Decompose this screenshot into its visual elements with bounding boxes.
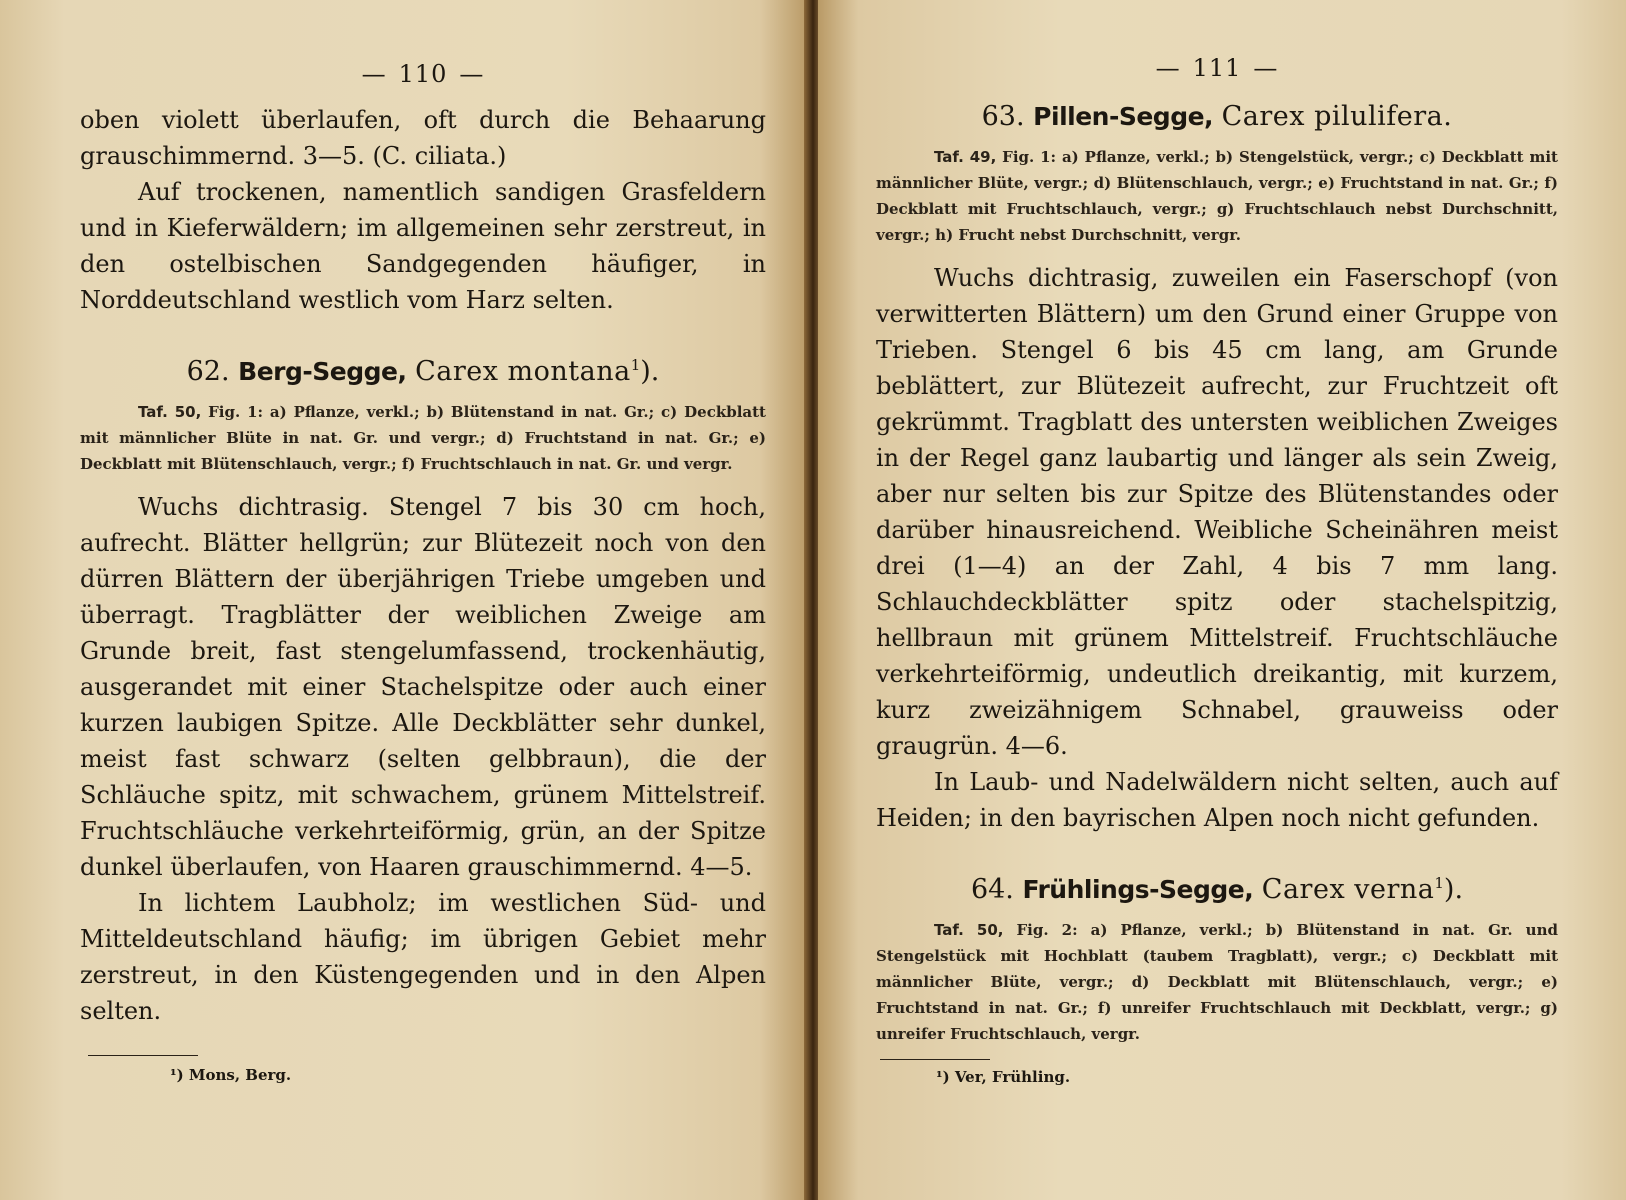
- plate-reference: [80, 399, 766, 477]
- footnote-rule: [88, 1055, 198, 1056]
- plate-number: Taf. 49,: [934, 148, 997, 166]
- entry-heading-62: [80, 346, 766, 391]
- dash: —: [1155, 54, 1181, 82]
- german-name: Pillen-Segge,: [1033, 102, 1214, 131]
- description-paragraph: Wuchs dichtrasig. Stengel 7 bis 30 cm hoch, aufrecht. Blätter hellgrün; zur Blütezeit noch von den dürren Blättern der überjährigen Triebe umgeben und überragt. Tragblätter der weiblichen Zweige am Grunde breit, fast stengelumfassend, trockenhäutig, ausgerandet mit einer Stachelspitze oder auch einer kurzen laubigen Spitze. Alle Deckblätter sehr dunkel, meist fast schwarz (selten gelbbraun), die der Schläuche spitz, mit schwachem, grünem Mittelstreif. Fruchtschläuche verkehrteiförmig, grün, an der Spitze dunkel überlaufen, von Haaren grauschimmernd. 4—5.: [80, 493, 766, 881]
- footnote-mark: 1: [630, 356, 641, 374]
- left-page: [0, 0, 808, 1200]
- entry-number: 63.: [981, 101, 1025, 132]
- dash: —: [1253, 54, 1279, 82]
- latin-name: Carex verna: [1261, 874, 1435, 905]
- closing-paren: ).: [1443, 874, 1464, 905]
- description-paragraph: Wuchs dichtrasig, zuweilen ein Faserschopf (von verwitterten Blättern) um den Grund einer Gruppe von Trieben. Stengel 6 bis 45 cm lang, am Grunde beblättert, zur Blütezeit aufrecht, zur Fruchtzeit oft gekrümmt. Tragblatt des untersten weiblichen Zweiges in der Regel ganz laubartig und länger als sein Zweig, aber nur selten bis zur Spitze des Blütenstandes oder darüber hinausreichend. Weibliche Scheinähren meist drei (1—4) an der Zahl, 4 bis 7 mm lang. Schlauchdeckblätter spitz oder stachelspitzig, hellbraun mit grünem Mittelstreif. Fruchtschläuche verkehrteiförmig, undeutlich dreikantig, mit kurzem, kurz zweizähnigem Schnabel, grauweiss oder graugrün. 4—6.: [876, 264, 1558, 760]
- page-number-text: 111: [1192, 54, 1242, 82]
- continued-paragraph: oben violett überlaufen, oft durch die Behaarung grauschimmernd. 3—5. (C. ciliata.): [80, 106, 766, 170]
- page-number-left: [80, 60, 766, 90]
- habitat-paragraph-62: In lichtem Laubholz; im westlichen Süd- und Mitteldeutschland häufig; im übrigen Gebiet mehr zerstreut, in den Küstengegenden und in den Alpen selten.: [80, 889, 766, 1025]
- dash: —: [459, 60, 485, 88]
- plate-text: Fig. 1: a) Pflanze, verkl.; b) Blütenstand in nat. Gr.; c) Deckblatt mit männlicher Blüte in nat. Gr. und vergr.; d) Fruchtstand in nat. Gr.; e) Deckblatt mit Blütenschlauch, vergr.; f) Fruchtschlauch in nat. Gr. und vergr.: [80, 403, 766, 473]
- footnote: ¹) Ver, Frühling.: [936, 1068, 1071, 1086]
- page-number-text: 110: [398, 60, 448, 88]
- plate-text: Fig. 2: a) Pflanze, verkl.; b) Blütenstand in nat. Gr. und Stengelstück mit Hochblatt (taubem Tragblatt), vergr.; c) Deckblatt mit männlicher Blüte, vergr.; d) Deckblatt mit Blütenschlauch, vergr.; e) Fruchtstand in nat. Gr.; f) unreifer Fruchtschlauch mit Deckblatt, vergr.; g) unreifer Fruchtschlauch, vergr.: [876, 921, 1558, 1043]
- entry-number: 62.: [186, 356, 230, 387]
- plate-number: Taf. 50,: [934, 921, 1004, 939]
- dash: —: [361, 60, 387, 88]
- entry-heading-64: [876, 864, 1558, 909]
- right-page: [818, 0, 1626, 1200]
- footnote-mark: 1: [1434, 874, 1444, 892]
- plate-text: Fig. 1: a) Pflanze, verkl.; b) Stengelstück, vergr.; c) Deckblatt mit männlicher Blüte, vergr.; d) Blütenschlauch, vergr.; e) Fruchtstand in nat. Gr.; f) Deckblatt mit Fruchtschlauch, vergr.; g) Fruchtschlauch nebst Durchschnitt, vergr.; h) Frucht nebst Durchschnitt, vergr.: [876, 148, 1558, 244]
- footnote-rule: [880, 1059, 990, 1060]
- footnote: ¹) Mons, Berg.: [170, 1066, 292, 1084]
- entry-heading-63: [876, 98, 1558, 136]
- german-name: Berg-Segge,: [238, 357, 407, 386]
- german-name: Frühlings-Segge,: [1022, 875, 1254, 904]
- latin-name: Carex montana: [415, 356, 631, 387]
- plate-number: Taf. 50,: [138, 403, 202, 421]
- entry-number: 64.: [970, 874, 1014, 905]
- plate-reference: [876, 917, 1558, 1047]
- closing-paren: ).: [640, 356, 660, 387]
- page-number-right: [876, 54, 1558, 84]
- habitat-paragraph-63: In Laub- und Nadelwäldern nicht selten, auch auf Heiden; in den bayrischen Alpen noch nicht gefunden.: [876, 768, 1558, 832]
- habitat-paragraph: Auf trockenen, namentlich sandigen Grasfeldern und in Kieferwäldern; im allgemeinen sehr zerstreut, in den ostelbischen Sandgegenden häufiger, in Norddeutschland westlich vom Harz selten.: [80, 178, 766, 314]
- plate-reference: [876, 144, 1558, 248]
- latin-name: Carex pilulifera.: [1221, 101, 1453, 132]
